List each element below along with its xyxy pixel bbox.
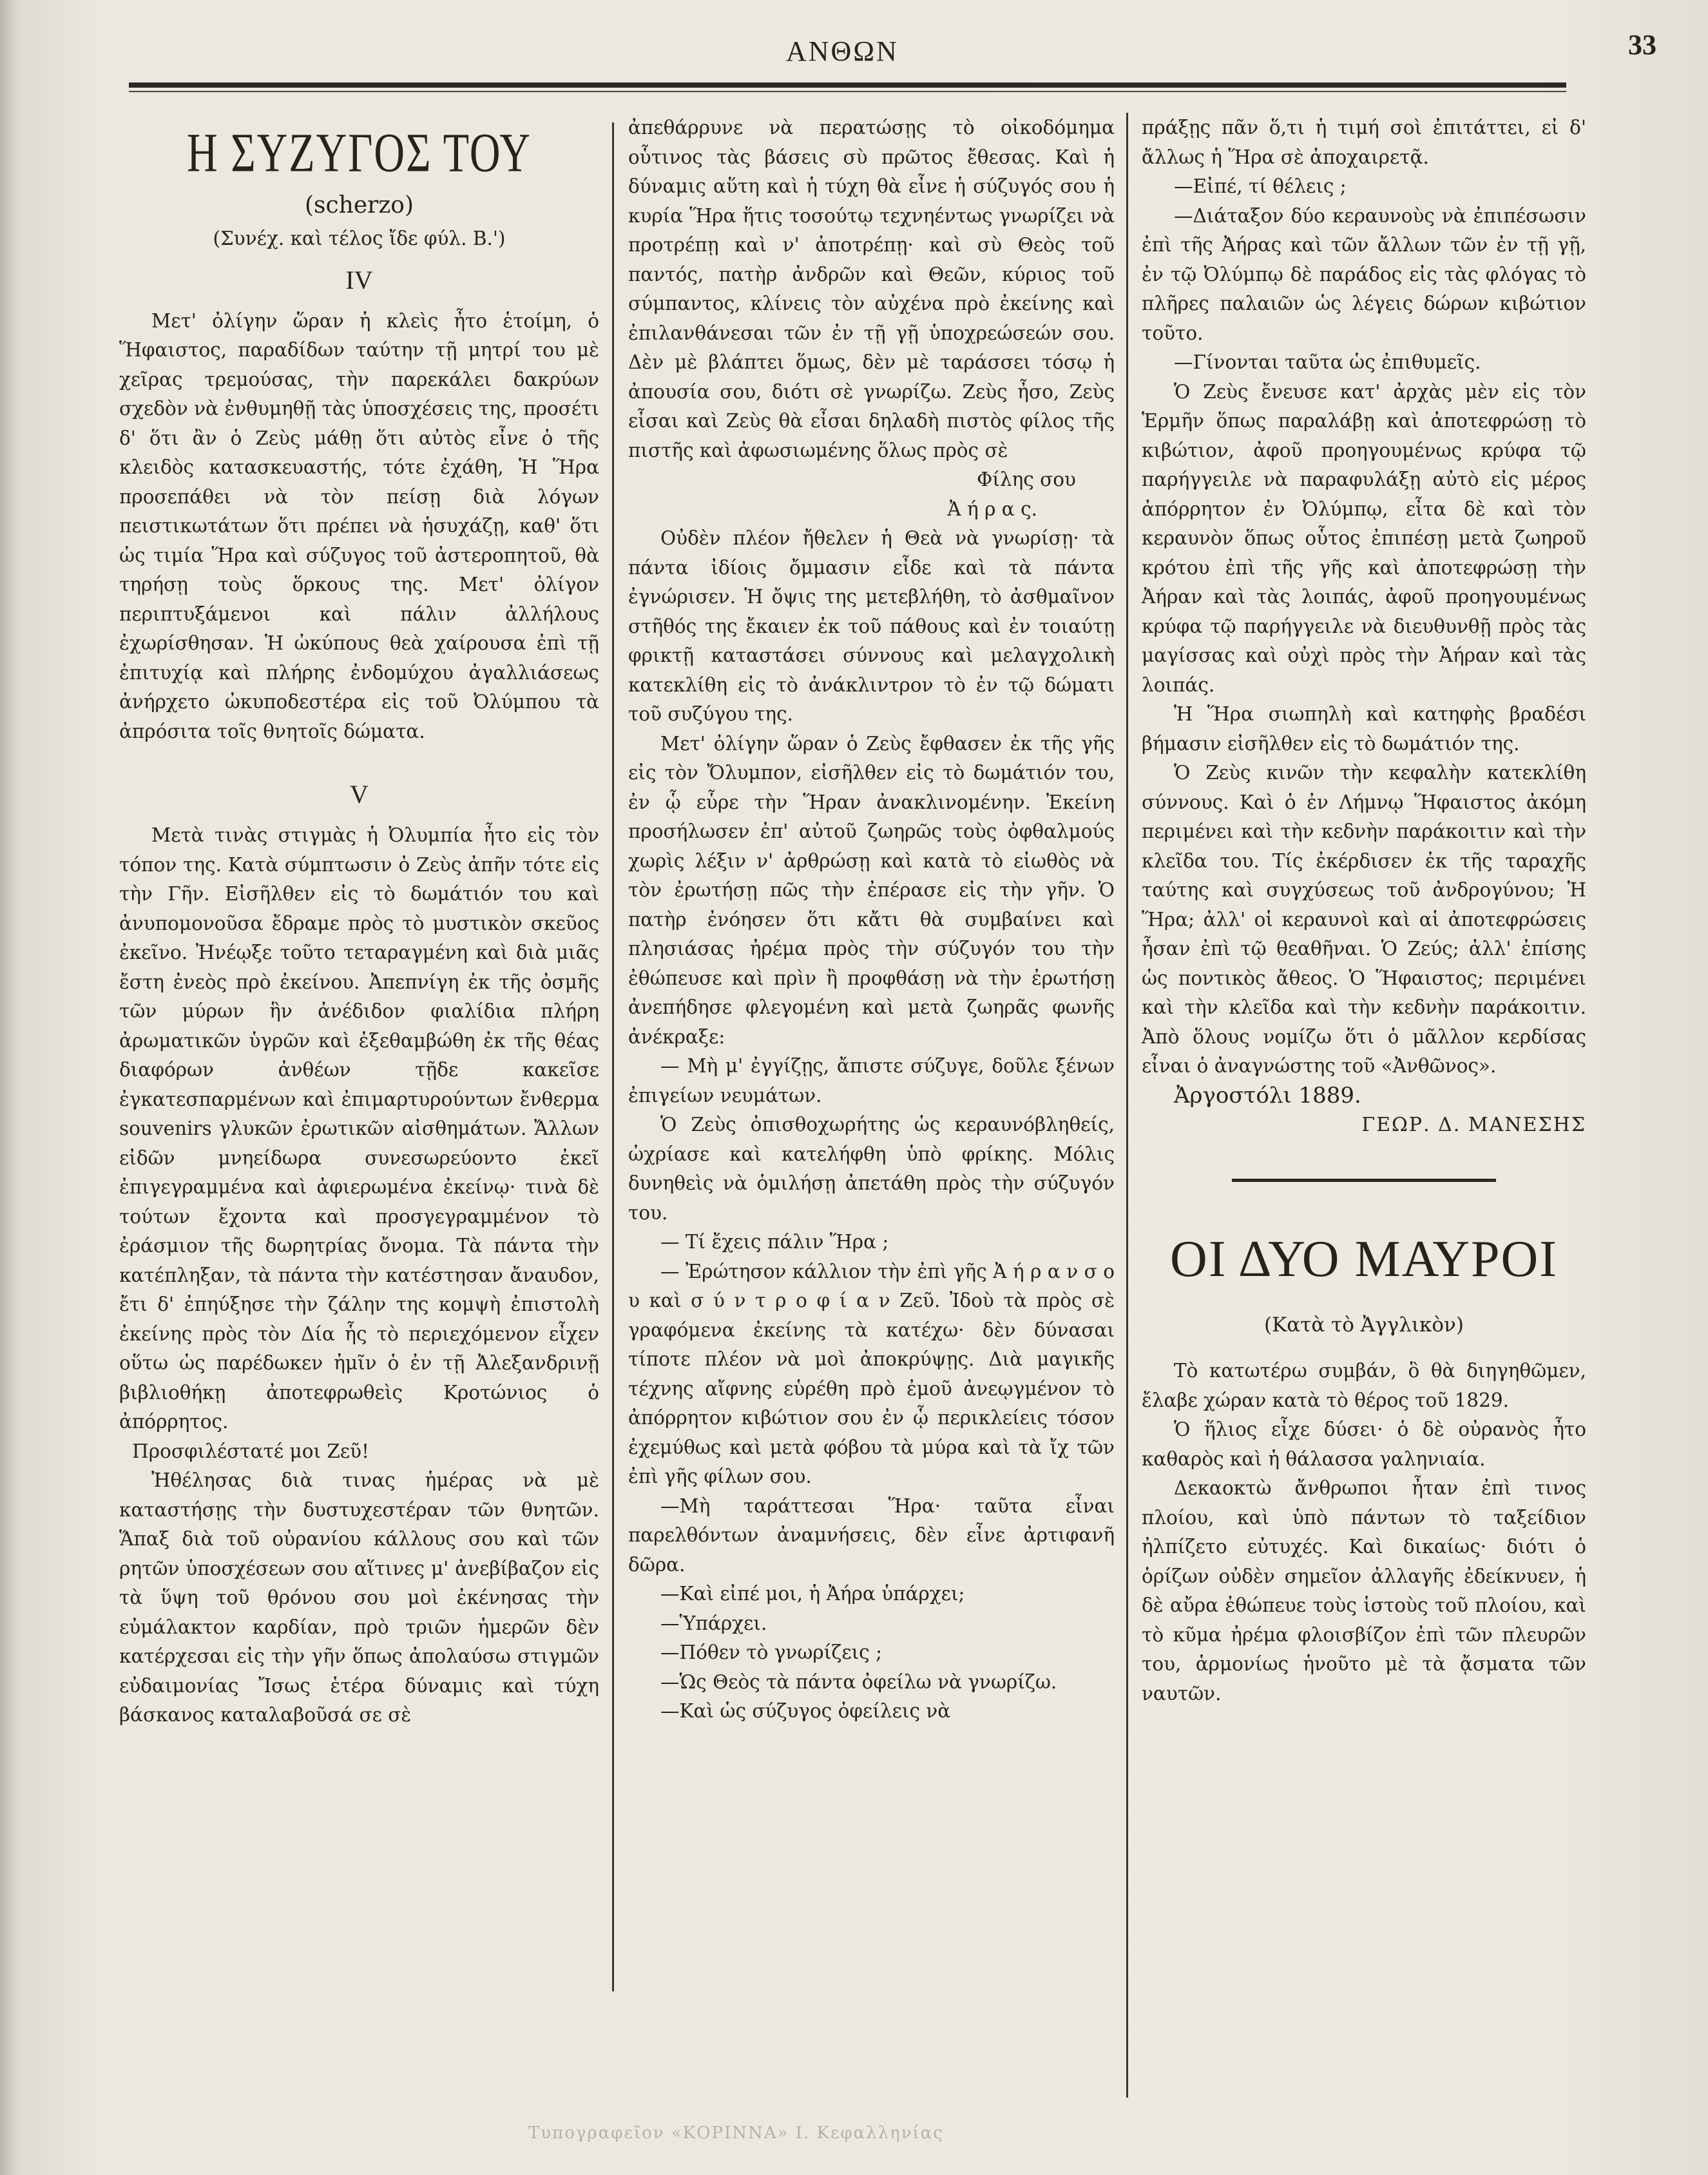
continuation-note: (Συνέχ. καὶ τέλος ἴδε φύλ. Β.') <box>213 227 506 249</box>
page-number: 33 <box>1628 29 1656 61</box>
paragraph: Ὁ Ζεὺς κινῶν τὴν κεφαλὴν κατεκλίθη σύννους. Καὶ ὁ ἐν Λήμνῳ Ἥφαιστος ἀκόμη περιμένει καὶ τὴν κεδνὴν παράκοιτιν καὶ τὴν κλεῖδα του. Τίς ἐκέρδισεν ἐκ τῆς ταραχῆς ταύτης καὶ συγχύσεως τοῦ ἀνδρογύνου; Ἡ Ἥρα; ἀλλ' οἱ κεραυνοὶ καὶ αἱ ἀποτεφρώσεις ἦσαν ἐπὶ τῷ θεαθῆναι. Ὁ Ζεύς; ἀλλ' ἐπίσης ὡς ποντικὸς ἄθεος. Ὁ Ἥφαιστος; περιμένει καὶ τὴν κλεῖδα καὶ τὴν κεδνὴν παράκοιτιν. Ἀπὸ ὅλους νομίζω ὅτι ὁ μᾶλλον κερδίσας εἶναι ὁ ἀναγνώστης τοῦ «Ἀνθῶνος». <box>1142 762 1586 1077</box>
paragraph: Ὁ Ζεὺς ἔνευσε κατ' ἀρχὰς μὲν εἰς τὸν Ἑρμῆν ὅπως παραλάβῃ καὶ ἀποτεφρώσῃ τὸ κιβώτιον, ἀφοῦ προηγουμένως κρύφα τῷ παρήγγειλε νὰ παραφυλάξῃ αὐτὸ εἰς μέρος ἀπόρρητον ἐν Ὀλύμπῳ, εἶτα δὲ καὶ τὸν κεραυνὸν ὅπως οὗτος ἐπιπέσῃ μετὰ ζωηροῦ κρότου ἐπὶ τῆς γῆς καὶ ἀποτεφρώσῃ τὴν Ἀήραν καὶ τὰς λοιπάς, ἀφοῦ προηγουμένως κρύφα τῷ παρήγγειλε νὰ διευθυνθῇ πρὸς τὰς μαγίσσας καὶ οὐχὶ πρὸς τὴν Ἀήραν καὶ τὰς λοιπάς. <box>1142 380 1586 696</box>
author-signature: ΓΕΩΡ. Δ. ΜΑΝΕΣΗΣ <box>1361 1114 1586 1136</box>
paragraph: Μετ' ὀλίγην ὥραν ἡ κλεὶς ἦτο ἑτοίμη, ὁ Ἥφαιστος, παραδίδων ταύτην τῇ μητρί του μὲ χεῖρας τρεμούσας, τὴν παρεκάλει δακρύων σχεδὸν νὰ ἐνθυμηθῇ τὰς ὑποσχέσεις της, προσέτι δ' ὅτι ἂν ὁ Ζεὺς μάθῃ ὅτι αὐτὸς εἶνε ὁ τῆς κλειδὸς κατασκευαστής, τότε ἐχάθη, Ἡ Ἥρα προσεπάθει νὰ τὸν πείσῃ διὰ λόγων πειστικωτάτων ὅτι πρέπει νὰ ἡσυχάζῃ, καθ' ὅτι ὡς τιμία Ἥρα καὶ σύζυγος τοῦ ἀστεροπητοῦ, θὰ τηρήσῃ τοὺς ὅρκους της. Μετ' ὀλίγον περιπτυξάμενοι καὶ πάλιν ἀλλήλους ἐχωρίσθησαν. Ἡ ὠκύπους θεὰ χαίρουσα ἐπὶ τῇ ἐπιτυχίᾳ καὶ πλήρης ἐνδομύχου ἀγαλλιάσεως ἀνήρχετο ὠκυποδεστέρα εἰς τοῦ Ὀλύμπου τὰ ἀπρόσιτα τοῖς θνητοῖς δώματα. <box>119 309 599 742</box>
column-3 <box>1142 113 1586 1708</box>
dialogue-line: —Ὑπάρχει. <box>660 1612 767 1634</box>
dialogue-line: —Ὡς Θεὸς τὰ πάντα ὀφείλω νὰ γνωρίζω. <box>660 1670 1057 1693</box>
dialogue-line: —Μὴ ταράττεσαι Ἥρα· ταῦτα εἶναι παρελθόντων ἀναμνήσεις, δὲν εἶνε ἀρτιφανῆ δῶρα. <box>628 1494 1115 1576</box>
dialogue-line: —Καὶ ὡς σύζυγος ὀφείλεις νὰ <box>660 1700 951 1722</box>
paragraph: Μετὰ τινὰς στιγμὰς ἡ Ὀλυμπία ἦτο εἰς τὸν τόπον της. Κατὰ σύμπτωσιν ὁ Ζεὺς ἀπῆν τότε εἰς τὴν Γῆν. Εἰσῆλθεν εἰς τὸ δωμάτιόν του καὶ ἀνυπομονοῦσα ἔδραμε πρὸς τὸ μυστικὸν σκεῦος ἐκεῖνο. Ἠνέῳξε τοῦτο τεταραγμένη καὶ διὰ μιᾶς ἔστη ἐνεὸς πρὸ ἐκείνου. Ἀπεπνίγη ἐκ τῆς ὀσμῆς τῶν μύρων ἣν ἀνέδιδον φιαλίδια πλήρη ἀρωματικῶν ὑγρῶν καὶ ἐξεθαμβώθη ἐκ τῆς θέας διαφόρων ἀνθέων τῇδε κακεῖσε ἐγκατεσπαρμένων καὶ ἐπιμαρτυρούντων ἔνθερμα souvenirs γλυκῶν ἐρωτικῶν αἰσθημάτων. Ἄλλων εἰδῶν μνηείδωρα συνεσωρεύοντο ἐκεῖ ἐπιγεγραμμένα καὶ ἀφιερωμένα ἐκείνῳ· τινὰ δὲ τούτων ἔχοντα καὶ προσγεγραμμένον τὸ ἐράσμιον τῆς δωρητρίας ὄνομα. Τὰ πάντα τὴν κατέπληξαν, τὰ πάντα τὴν κατέστησαν ἄναυδον, ἔτι δ' ἐπηύξησε τὴν ζάλην της κομψὴ ἐπιστολὴ ἐκείνης πρὸς τὸν Δία ἧς τὸ περιεχόμενον εἶχεν οὕτω ὡς παρέδωκεν ἡμῖν ὁ ἐν τῇ Ἀλεξανδρινῇ βιβλιοθήκῃ ἀποτεφρωθεὶς Κροτώνιος ὁ ἀπόρρητος. <box>119 824 599 1433</box>
dialogue-line: —Καὶ εἰπέ μοι, ἡ Ἀήρα ὑπάρχει; <box>660 1583 965 1605</box>
paragraph: Τὸ κατωτέρω συμβάν, ὃ θὰ διηγηθῶμεν, ἔλαβε χώραν κατὰ τὸ θέρος τοῦ 1829. <box>1142 1360 1586 1411</box>
dialogue-line: — Τί ἔχεις πάλιν Ἥρα ; <box>660 1231 889 1253</box>
running-title: ΑΝΘΩΝ <box>786 35 899 67</box>
paragraph: Ἡ Ἥρα σιωπηλὴ καὶ κατηφὴς βραδέσι βήμασιν εἰσῆλθεν εἰς τὸ δωμάτιόν της. <box>1142 703 1586 755</box>
paragraph: Δεκαοκτὼ ἄνθρωποι ἦταν ἐπὶ τινος πλοίου, καὶ ὑπὸ πάντων τὸ ταξείδιον ἠλπίζετο εὐτυχές. Καὶ δικαίως· διότι ὁ ὁρίζων οὐδὲν σημεῖον ἀλλαγῆς ἐδείκνυεν, ἡ δὲ αὔρα ἐθώπευε τοὺς ἱστοὺς τοῦ πλοίου, καὶ τὸ κῦμα ἠρέμα φλοισβίζον ἐπὶ τῶν πλευρῶν του, ἁρμονίως ἡνοῦτο μὲ τὰ ᾄσματα τῶν ναυτῶν. <box>1142 1477 1586 1705</box>
dialogue-line: —Εἰπέ, τί θέλεις ; <box>1174 175 1347 197</box>
paragraph: Ὁ ἥλιος εἶχε δύσει· ὁ δὲ οὐρανὸς ἦτο καθαρὸς καὶ ἡ θάλασσα γαληνιαία. <box>1142 1418 1586 1470</box>
printer-line: Τυπογραφεῖον «ΚΟΡΙΝΝΑ» Ι. Κεφαλληνίας <box>528 2123 944 2143</box>
place-date: Ἀργοστόλι 1889. <box>1174 1082 1361 1108</box>
paragraph: πράξῃς πᾶν ὅ,τι ἡ τιμή σοὶ ἐπιτάττει, εἰ δ' ἄλλως ἡ Ἥρα σὲ ἀποχαιρετᾷ. <box>1142 117 1586 168</box>
paragraph: ἀπεθάρρυνε νὰ περατώσῃς τὸ οἰκοδόμημα οὗτινος τὰς βάσεις σὺ πρῶτος ἔθεσας. Καὶ ἡ δύναμις αὕτη καὶ ἡ τύχη θὰ εἶνε ἡ σύζυγός σου ἡ κυρία Ἥρα ἥτις τοσούτῳ τεχνηέντως γνωρίζει νὰ προτρέπῃ καὶ ν' ἀποτρέπῃ· καὶ σὺ Θεὸς τοῦ παντός, πατὴρ ἀνδρῶν καὶ Θεῶν, κύριος τοῦ σύμπαντος, κλίνεις τὸν αὐχένα πρὸ ἐκείνης καὶ ἐπιλανθάνεσαι τῶν ἐν τῇ γῇ ὑποχρεώσεών σου. Δὲν μὲ βλάπτει ὅμως, δὲν μὲ ταράσσει τόσῳ ἡ ἀπουσία σου, διότι σὲ γνωρίζω. Ζεὺς ἦσο, Ζεὺς εἶσαι καὶ Ζεὺς θὰ εἶσαι δηλαδὴ πιστὸς φίλος τῆς πιστῆς καὶ ἀφωσιωμένης ὅλως πρὸς σὲ <box>628 117 1115 461</box>
section-number-v: V <box>350 780 369 809</box>
dialogue-line: — Μὴ μ' ἐγγίζῃς, ἄπιστε σύζυγε, δοῦλε ξένων ἐπιγείων νευμάτων. <box>628 1055 1115 1107</box>
column-2 <box>628 113 1115 1726</box>
page-edge-shadow <box>0 0 18 2175</box>
page-header <box>129 28 1656 90</box>
dialogue-line: — Ἐρώτησον κάλλιον τὴν ἐπὶ γῆς Ἀ ή ρ α ν σ ο υ καὶ σ ύ ν τ ρ ο φ ί α ν Ζεῦ. Ἰδοὺ τὰ πρὸς σὲ γραφόμενα ἐκείνης τὰ κατέχω· δὲν δύνασαι τίποτε πλέον νὰ μοὶ ἀποκρύψῃς. Διὰ μαγικῆς τέχνης αἴφνης εὑρέθη πρὸ ἐμοῦ ἀνεῳγμένον τὸ ἀπόρρητον κιβώτιον σου ἐν ᾧ περικλείεις τόσον ἐχεμύθως καὶ μετὰ φόβου τὰ μύρα καὶ τὰ ἴχ τῶν ἐπὶ γῆς φίλων σου. <box>628 1260 1115 1487</box>
column-1 <box>119 113 599 1730</box>
header-rule-thin <box>129 91 1566 92</box>
dialogue-line: —Διάταξον δύο κεραυνοὺς νὰ ἐπιπέσωσιν ἐπὶ τῆς Ἀήρας καὶ τῶν ἄλλων τῶν ἐν τῇ γῇ, ἐν τῷ Ὀλύμπῳ δὲ παράδος εἰς τὰς φλόγας τὸ πλῆρες παλαιῶν ὡς λέγεις δώρων κιβώτιον τοῦτο. <box>1142 204 1586 344</box>
paragraph: Ἠθέλησας διὰ τινας ἡμέρας νὰ μὲ καταστήσῃς τὴν δυστυχεστέραν τῶν θνητῶν. Ἅπαξ διὰ τοῦ οὐρανίου κάλλους σου καὶ τῶν ρητῶν ὑποσχέσεων σου αἵτινες μ' ἀνεβίβαζον εἰς τὰ ὕψη τοῦ θρόνου σου μοὶ ἐκένησας τὴν εὐμάλακτον καρδίαν, πρὸ τριῶν ἡμερῶν δὲν κατέρχεσαι εἰς τὴν γῆν ὅπως ἀπολαύσω στιγμῶν εὐδαιμονίας Ἴσως ἑτέρα δύναμις καὶ τύχη βάσκανος καταλαβοῦσά σε σὲ <box>119 1469 599 1726</box>
dialogue-line: —Πόθεν τὸ γνωρίζεις ; <box>660 1641 883 1663</box>
section-number-iv: IV <box>345 265 373 295</box>
article-subtitle: (scherzo) <box>304 192 414 218</box>
dialogue-line: —Γίνονται ταῦτα ὡς ἐπιθυμεῖς. <box>1174 351 1481 373</box>
article-divider <box>1232 1179 1496 1182</box>
letter-close: Φίλης σου <box>977 469 1076 490</box>
article-title: Η ΣΥΖΥΓΟΣ ΤΟΥ <box>187 122 532 184</box>
paragraph: Οὐδὲν πλέον ἤθελεν ἡ Θεὰ νὰ γνωρίσῃ· τὰ πάντα ἰδίοις ὄμμασιν εἶδε καὶ τὰ πάντα ἐγνώρισεν. Ἡ ὄψις της μετεβλήθη, τὸ ἀσθμαῖνον στῆθός της ἔκαιεν ἐκ τοῦ πάθους καὶ ἐν τοιαύτῃ φρικτῇ καταστάσει σύννους καὶ μελαγχολικὴ κατεκλίθη εἰς τὸ ἀνάκλιντρον τὸ ἐν τῷ δώματι τοῦ συζύγου της. <box>628 527 1115 725</box>
letter-salutation: Προσφιλέστατέ μοι Ζεῦ! <box>132 1440 369 1462</box>
column-divider-1 <box>612 122 614 1991</box>
letter-signature: Ἀ ή ρ α ς. <box>947 498 1037 520</box>
article-title-2: ΟΙ ΔΥΟ ΜΑΥΡΟΙ <box>1170 1230 1558 1288</box>
paragraph: Ὁ Ζεὺς ὀπισθοχωρήτης ὡς κεραυνόβληθείς, ὠχρίασε καὶ κατελήφθη ὑπὸ φρίκης. Μόλις δυνηθεὶς νὰ ὁμιλήσῃ ἀπετάθη πρὸς τὴν σύζυγόν του. <box>628 1114 1115 1224</box>
article-subtitle-2: (Κατὰ τὸ Ἀγγλικὸν) <box>1263 1313 1464 1337</box>
paragraph: Μετ' ὀλίγην ὥραν ὁ Ζεὺς ἔφθασεν ἐκ τῆς γῆς εἰς τὸν Ὄλυμπον, εἰσῆλθεν εἰς τὸ δωμάτιόν του, ἐν ᾧ εὗρε τὴν Ἥραν ἀνακλινομένην. Ἐκείνη προσήλωσεν ἐπ' αὐτοῦ ζωηρῶς τοὺς ὀφθαλμούς χωρὶς λέξιν ν' ἀρθρώσῃ καὶ κατὰ τὸ εἰωθὸς νὰ τὸν ἐρωτήσῃ πῶς τὴν ἐπέρασε εἰς τὴν γῆν. Ὁ πατὴρ ἐνόησεν ὅτι κἄτι θὰ συμβαίνει καὶ πλησιάσας ἠρέμα πρὸς τὴν σύζυγόν του τὴν ἐθώπευσε καὶ πρὶν ἢ προφθάσῃ νὰ τὴν ἐρωτήσῃ ἀνεπήδησε φλεγομένη καὶ μετὰ ζωηρᾶς φωνῆς ἀνέκραξε: <box>628 732 1115 1048</box>
header-rule-thick <box>129 82 1566 88</box>
column-divider-2 <box>1126 113 1128 2098</box>
